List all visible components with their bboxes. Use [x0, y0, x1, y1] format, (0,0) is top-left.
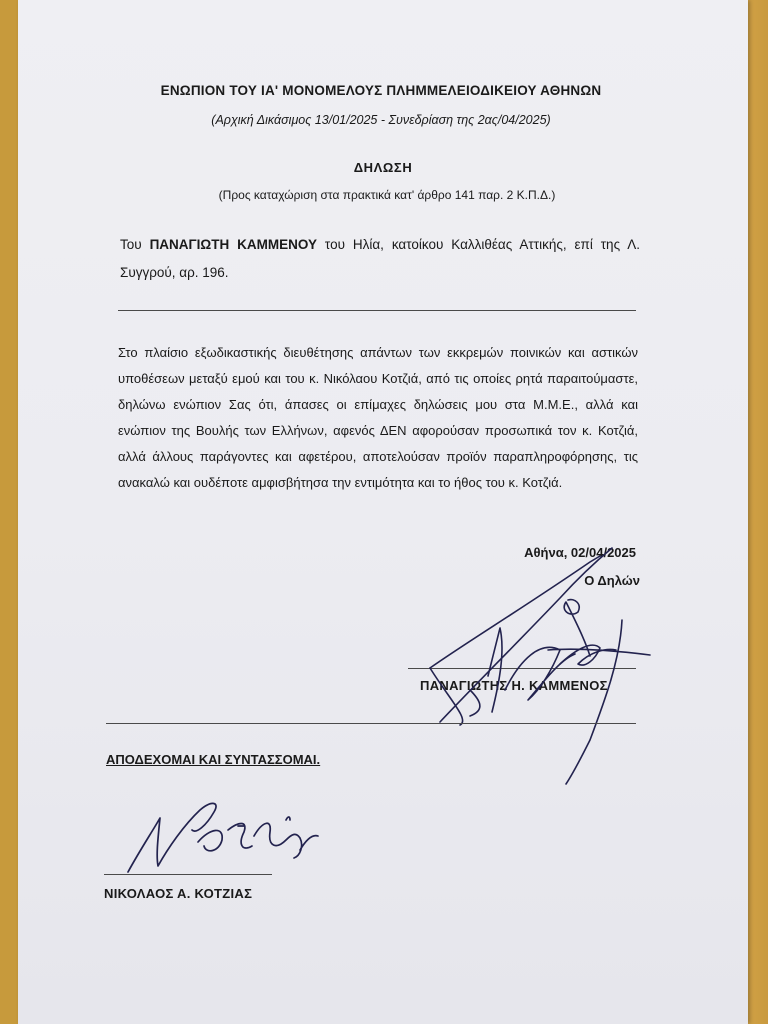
- registration-note: (Προς καταχώριση στα πρακτικά κατ' άρθρο 141 παρ. 2 Κ.Π.Δ.): [218, 188, 556, 202]
- document-subtitle: (Αρχική Δικάσιμος 13/01/2025 - Συνεδρίαση της 2ας/04/2025): [211, 113, 551, 127]
- acceptance-statement: ΑΠΟΔΕΧΟΜΑΙ ΚΑΙ ΣΥΝΤΑΣΣΟΜΑΙ.: [106, 752, 321, 767]
- intro-prefix: Του: [120, 237, 150, 252]
- declaration-body: Στο πλαίσιο εξωδικαστικής διευθέτησης απάντων των εκκρεμών ποινικών και αστικών υποθέσεων μεταξύ εμού και του κ. Νικόλαου Κοτζιά, από τις οποίες ρητά παραιτούμαστε, δηλώνω ενώπιον Σας ότι, άπασες οι επίμαχες δηλώσεις μου στα Μ.Μ.Ε., αλλά και ενώπιον της Βουλής των Ελλήνων, αφενός ΔΕΝ αφορούσαν προσωπικά τον κ. Κοτζιά, αλλά άλλους παράγοντες και αφετέρου, αποτελούσαν προϊόν παραπληροφόρησης, τις ανακαλώ και ουδέποτε αμφισβήτησα την εντιμότητα και το ήθος του κ. Κοτζιά.: [118, 345, 638, 490]
- declarant-name: ΠΑΝΑΓΙΩΤΗ ΚΑΜΜΕΝΟΥ: [149, 237, 318, 252]
- signer-1-name: ΠΑΝΑΓΙΩΤΗΣ Η. ΚΑΜΜΕΝΟΣ: [420, 678, 608, 693]
- intro-rest: του Ηλία, κατοίκου Καλλιθέας Αττικής, επί της Λ. Συγγρού, αρ. 196.: [120, 237, 640, 280]
- document-title: ΕΝΩΠΙΟΝ ΤΟΥ ΙΑ' ΜΟΝΟΜΕΛΟΥΣ ΠΛΗΜΜΕΛΕΙΟΔΙΚΕΙΟΥ ΑΘΗΝΩΝ: [160, 83, 602, 98]
- declarant-label: Ο Δηλών: [584, 573, 640, 588]
- place-date: Αθήνα, 02/04/2025: [524, 545, 636, 560]
- declaration-heading: ΔΗΛΩΣΗ: [353, 160, 413, 175]
- signer-2-name: ΝΙΚΟΛΑΟΣ Α. ΚΟΤΖΙΑΣ: [104, 886, 253, 901]
